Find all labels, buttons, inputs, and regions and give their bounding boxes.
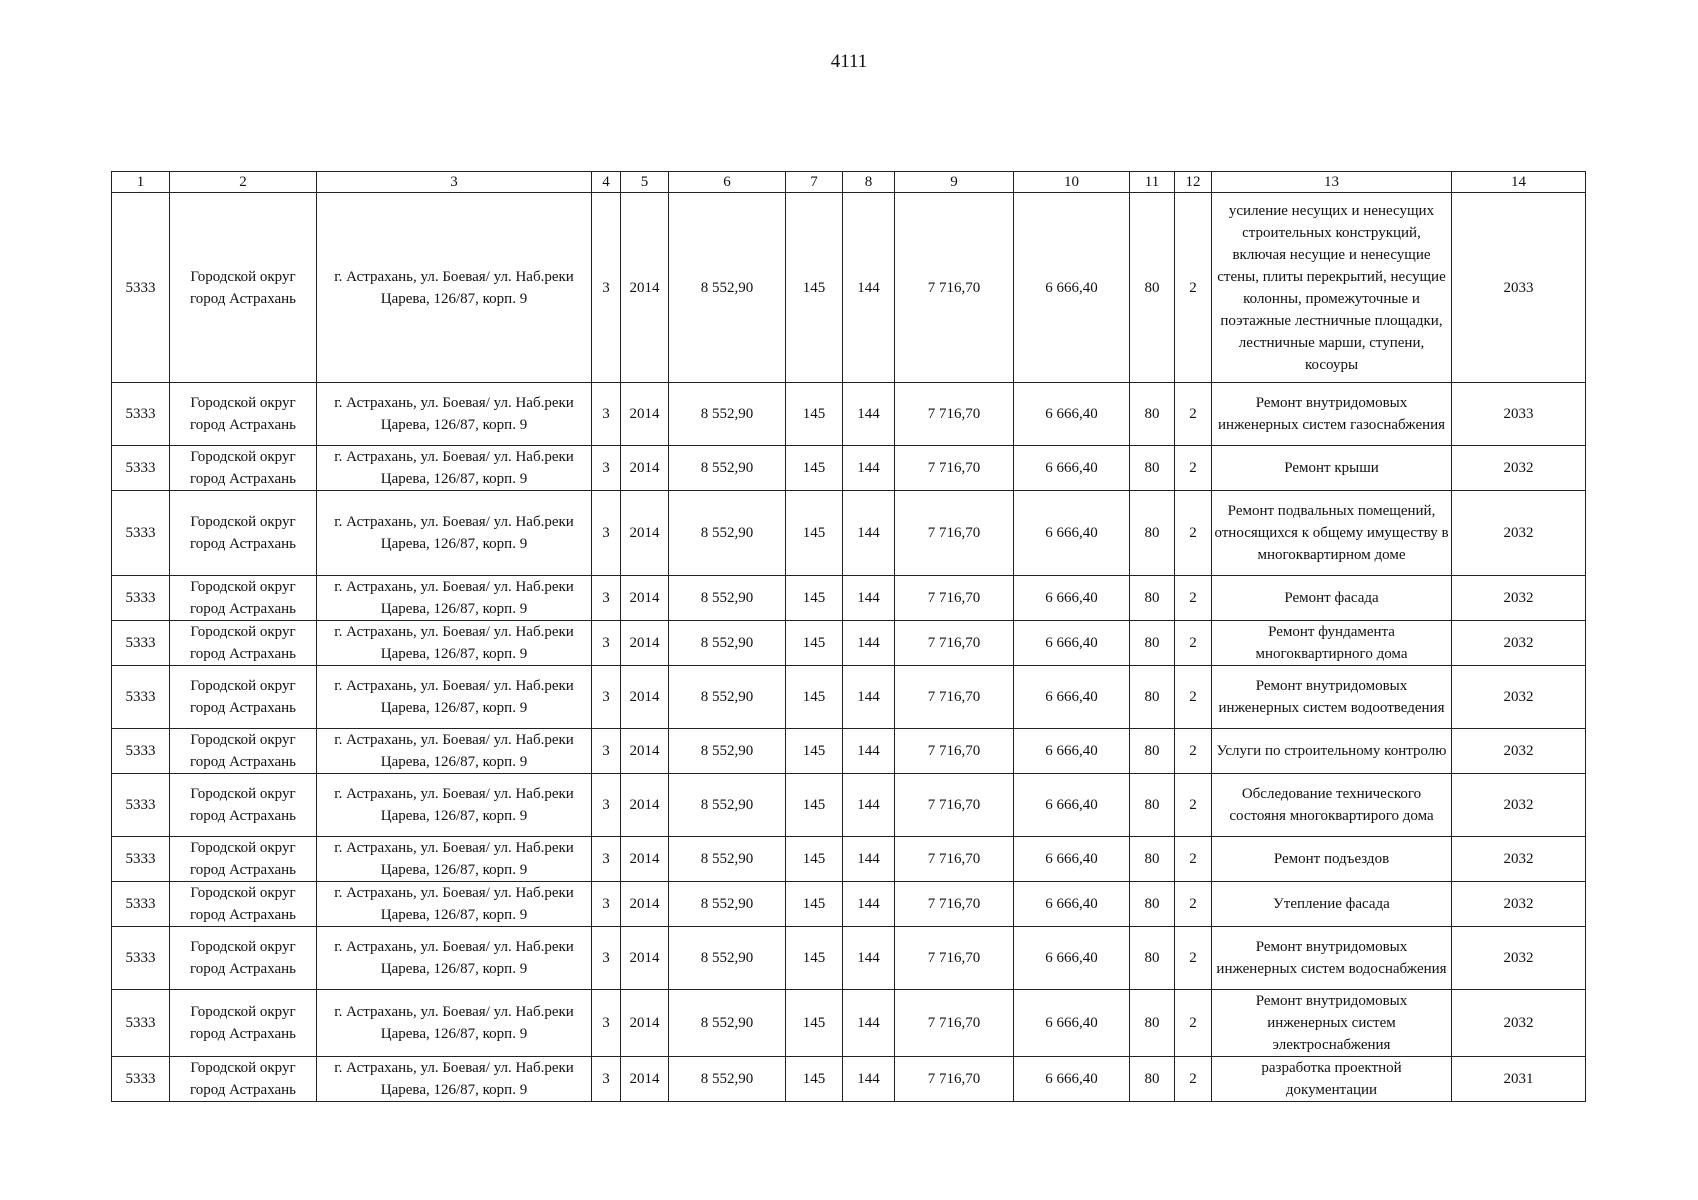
table-cell: 5333 [112, 383, 170, 446]
table-cell: 2 [1175, 882, 1212, 927]
table-cell: усиление несущих и ненесущих строительных конструкций, включая несущие и ненесущие стены, плиты перекрытий, несущие колонны, промежуточные и поэтажные лестничные площадки, лестничные марши, ступени, косоуры [1212, 193, 1452, 383]
table-cell: Городской округ город Астрахань [170, 990, 317, 1057]
table-cell: 80 [1130, 1057, 1175, 1102]
table-cell: 2032 [1452, 882, 1586, 927]
column-header: 5 [621, 172, 669, 193]
table-cell: 5333 [112, 774, 170, 837]
table-cell: 2032 [1452, 927, 1586, 990]
table-cell: 2 [1175, 774, 1212, 837]
table-cell: Услуги по строительному контролю [1212, 729, 1452, 774]
table-cell: 3 [592, 621, 621, 666]
table-cell: Городской округ город Астрахань [170, 576, 317, 621]
table-cell: 8 552,90 [669, 990, 786, 1057]
table-cell: г. Астрахань, ул. Боевая/ ул. Наб.реки Царева, 126/87, корп. 9 [317, 927, 592, 990]
table-cell: Обследование технического состояня многоквартирого дома [1212, 774, 1452, 837]
table-cell: 2014 [621, 576, 669, 621]
table-cell: 2014 [621, 383, 669, 446]
table-cell: 80 [1130, 774, 1175, 837]
table-cell: 80 [1130, 837, 1175, 882]
table-cell: 145 [786, 621, 843, 666]
table-cell: 145 [786, 774, 843, 837]
table-cell: г. Астрахань, ул. Боевая/ ул. Наб.реки Царева, 126/87, корп. 9 [317, 621, 592, 666]
column-header: 9 [895, 172, 1014, 193]
table-cell: 8 552,90 [669, 383, 786, 446]
table-cell: 145 [786, 837, 843, 882]
table-cell: 7 716,70 [895, 383, 1014, 446]
table-cell: Городской округ город Астрахань [170, 383, 317, 446]
table-cell: 2014 [621, 666, 669, 729]
table-row [112, 383, 1586, 446]
table-cell: 144 [843, 193, 895, 383]
table-cell: 8 552,90 [669, 774, 786, 837]
table-cell: 6 666,40 [1014, 446, 1130, 491]
table-cell: 2 [1175, 837, 1212, 882]
table-cell: Городской округ город Астрахань [170, 666, 317, 729]
table-cell: 2 [1175, 729, 1212, 774]
table-cell: Ремонт фундамента многоквартирного дома [1212, 621, 1452, 666]
table-cell: 3 [592, 882, 621, 927]
table-row [112, 729, 1586, 774]
table-cell: 3 [592, 1057, 621, 1102]
table-cell: 5333 [112, 837, 170, 882]
table-cell: 144 [843, 882, 895, 927]
table-cell: 2 [1175, 576, 1212, 621]
column-header: 14 [1452, 172, 1586, 193]
table-cell: Утепление фасада [1212, 882, 1452, 927]
table-cell: 2014 [621, 729, 669, 774]
table-row [112, 927, 1586, 990]
table-cell: 144 [843, 990, 895, 1057]
table-cell: 80 [1130, 193, 1175, 383]
table-cell: 144 [843, 774, 895, 837]
table-cell: 6 666,40 [1014, 576, 1130, 621]
table-cell: 80 [1130, 927, 1175, 990]
table-cell: 80 [1130, 882, 1175, 927]
table-cell: 6 666,40 [1014, 774, 1130, 837]
table-cell: г. Астрахань, ул. Боевая/ ул. Наб.реки Царева, 126/87, корп. 9 [317, 1057, 592, 1102]
column-header: 7 [786, 172, 843, 193]
table-cell: 3 [592, 446, 621, 491]
table-cell: 2031 [1452, 1057, 1586, 1102]
table-cell: 80 [1130, 621, 1175, 666]
table-row [112, 446, 1586, 491]
table-cell: 2032 [1452, 576, 1586, 621]
table-body [112, 193, 1586, 1102]
table-cell: Городской округ город Астрахань [170, 446, 317, 491]
table-cell: 8 552,90 [669, 837, 786, 882]
table-row [112, 491, 1586, 576]
table-cell: 80 [1130, 666, 1175, 729]
table-cell: г. Астрахань, ул. Боевая/ ул. Наб.реки Царева, 126/87, корп. 9 [317, 383, 592, 446]
table-cell: 144 [843, 446, 895, 491]
table-cell: 8 552,90 [669, 882, 786, 927]
table-cell: 7 716,70 [895, 774, 1014, 837]
table-row [112, 576, 1586, 621]
table-cell: 80 [1130, 491, 1175, 576]
table-cell: Городской округ город Астрахань [170, 927, 317, 990]
table-cell: 5333 [112, 990, 170, 1057]
table-cell: 144 [843, 927, 895, 990]
table-cell: 145 [786, 666, 843, 729]
table-cell: 2032 [1452, 774, 1586, 837]
table-cell: 2014 [621, 927, 669, 990]
table-cell: 3 [592, 927, 621, 990]
table-cell: 2014 [621, 193, 669, 383]
table-cell: 5333 [112, 1057, 170, 1102]
table-cell: 8 552,90 [669, 621, 786, 666]
table-cell: Городской округ город Астрахань [170, 193, 317, 383]
table-cell: 8 552,90 [669, 193, 786, 383]
column-header: 10 [1014, 172, 1130, 193]
table-cell: 5333 [112, 576, 170, 621]
table-cell: 7 716,70 [895, 882, 1014, 927]
table-cell: 3 [592, 837, 621, 882]
table-cell: 6 666,40 [1014, 666, 1130, 729]
table-cell: 2032 [1452, 446, 1586, 491]
table-cell: 5333 [112, 927, 170, 990]
table-cell: Городской округ город Астрахань [170, 621, 317, 666]
table-cell: Городской округ город Астрахань [170, 729, 317, 774]
table-cell: 5333 [112, 193, 170, 383]
table-cell: Ремонт подвальных помещений, относящихся к общему имуществу в многоквартирном доме [1212, 491, 1452, 576]
column-header: 1 [112, 172, 170, 193]
table-cell: Ремонт внутридомовых инженерных систем водоотведения [1212, 666, 1452, 729]
column-header: 4 [592, 172, 621, 193]
table-cell: 145 [786, 990, 843, 1057]
table-cell: разработка проектной документации [1212, 1057, 1452, 1102]
table-row [112, 666, 1586, 729]
table-cell: 6 666,40 [1014, 1057, 1130, 1102]
table-cell: 3 [592, 491, 621, 576]
table-row [112, 774, 1586, 837]
table-cell: 2014 [621, 1057, 669, 1102]
table-cell: 145 [786, 927, 843, 990]
table-cell: 7 716,70 [895, 193, 1014, 383]
table-cell: 3 [592, 729, 621, 774]
table-cell: 3 [592, 666, 621, 729]
table-cell: Ремонт крыши [1212, 446, 1452, 491]
table-cell: 6 666,40 [1014, 621, 1130, 666]
table-cell: 2014 [621, 990, 669, 1057]
table-cell: 2032 [1452, 491, 1586, 576]
table-row [112, 621, 1586, 666]
table-cell: 7 716,70 [895, 576, 1014, 621]
table-cell: 7 716,70 [895, 837, 1014, 882]
repair-schedule-table [111, 171, 1586, 1102]
table-cell: 7 716,70 [895, 927, 1014, 990]
table-cell: 3 [592, 774, 621, 837]
table-cell: 80 [1130, 383, 1175, 446]
table-header [112, 172, 1586, 193]
table-cell: 6 666,40 [1014, 383, 1130, 446]
table-cell: 2014 [621, 837, 669, 882]
table-cell: 7 716,70 [895, 990, 1014, 1057]
table-cell: 145 [786, 729, 843, 774]
table-cell: г. Астрахань, ул. Боевая/ ул. Наб.реки Царева, 126/87, корп. 9 [317, 990, 592, 1057]
table-cell: 144 [843, 837, 895, 882]
table-cell: 5333 [112, 491, 170, 576]
table-cell: 2 [1175, 666, 1212, 729]
table-cell: Ремонт внутридомовых инженерных систем электроснабжения [1212, 990, 1452, 1057]
table-cell: 2032 [1452, 621, 1586, 666]
page-number: 4111 [830, 51, 868, 72]
table-cell: г. Астрахань, ул. Боевая/ ул. Наб.реки Царева, 126/87, корп. 9 [317, 446, 592, 491]
table-cell: г. Астрахань, ул. Боевая/ ул. Наб.реки Царева, 126/87, корп. 9 [317, 837, 592, 882]
table-cell: 7 716,70 [895, 446, 1014, 491]
table-cell: 145 [786, 446, 843, 491]
table-cell: 144 [843, 1057, 895, 1102]
table-cell: 144 [843, 666, 895, 729]
table-cell: 8 552,90 [669, 666, 786, 729]
table-cell: Городской округ город Астрахань [170, 837, 317, 882]
table-cell: 145 [786, 193, 843, 383]
table-cell: 2 [1175, 383, 1212, 446]
table-cell: 7 716,70 [895, 1057, 1014, 1102]
table-cell: 6 666,40 [1014, 193, 1130, 383]
column-header: 13 [1212, 172, 1452, 193]
table-row [112, 837, 1586, 882]
table-cell: 2 [1175, 1057, 1212, 1102]
table-cell: 6 666,40 [1014, 990, 1130, 1057]
table-cell: 5333 [112, 446, 170, 491]
table-cell: 3 [592, 576, 621, 621]
table-cell: 2 [1175, 990, 1212, 1057]
column-header: 2 [170, 172, 317, 193]
column-number-row [112, 172, 1586, 193]
table-cell: 144 [843, 576, 895, 621]
table-cell: Городской округ город Астрахань [170, 1057, 317, 1102]
table-cell: 7 716,70 [895, 666, 1014, 729]
table-cell: 6 666,40 [1014, 729, 1130, 774]
table-cell: 144 [843, 729, 895, 774]
table-cell: 6 666,40 [1014, 837, 1130, 882]
table-cell: 3 [592, 990, 621, 1057]
table-cell: 3 [592, 383, 621, 446]
table-cell: 80 [1130, 729, 1175, 774]
table-cell: 8 552,90 [669, 927, 786, 990]
table-cell: 8 552,90 [669, 491, 786, 576]
table-cell: г. Астрахань, ул. Боевая/ ул. Наб.реки Царева, 126/87, корп. 9 [317, 666, 592, 729]
table-cell: Ремонт внутридомовых инженерных систем водоснабжения [1212, 927, 1452, 990]
table-cell: 2032 [1452, 990, 1586, 1057]
table-cell: 2032 [1452, 666, 1586, 729]
table-cell: 6 666,40 [1014, 491, 1130, 576]
table-cell: 6 666,40 [1014, 882, 1130, 927]
table-row [112, 882, 1586, 927]
table-cell: 7 716,70 [895, 621, 1014, 666]
table-cell: 3 [592, 193, 621, 383]
table-cell: 145 [786, 491, 843, 576]
table-cell: 8 552,90 [669, 446, 786, 491]
table-row [112, 990, 1586, 1057]
table-cell: 2 [1175, 446, 1212, 491]
table-cell: 8 552,90 [669, 1057, 786, 1102]
table-cell: 145 [786, 383, 843, 446]
table-cell: г. Астрахань, ул. Боевая/ ул. Наб.реки Царева, 126/87, корп. 9 [317, 193, 592, 383]
table-cell: 80 [1130, 576, 1175, 621]
table-row [112, 193, 1586, 383]
table-cell: 8 552,90 [669, 729, 786, 774]
table-cell: 2 [1175, 927, 1212, 990]
table-cell: 144 [843, 383, 895, 446]
table-row [112, 1057, 1586, 1102]
table-cell: 2033 [1452, 193, 1586, 383]
table-cell: 2014 [621, 621, 669, 666]
table-cell: Ремонт внутридомовых инженерных систем газоснабжения [1212, 383, 1452, 446]
table-cell: г. Астрахань, ул. Боевая/ ул. Наб.реки Царева, 126/87, корп. 9 [317, 491, 592, 576]
column-header: 3 [317, 172, 592, 193]
table-cell: 2032 [1452, 837, 1586, 882]
table-cell: г. Астрахань, ул. Боевая/ ул. Наб.реки Царева, 126/87, корп. 9 [317, 774, 592, 837]
table-cell: г. Астрахань, ул. Боевая/ ул. Наб.реки Царева, 126/87, корп. 9 [317, 576, 592, 621]
table-cell: г. Астрахань, ул. Боевая/ ул. Наб.реки Царева, 126/87, корп. 9 [317, 729, 592, 774]
table-cell: 145 [786, 1057, 843, 1102]
table-cell: 80 [1130, 446, 1175, 491]
table-cell: 144 [843, 621, 895, 666]
column-header: 12 [1175, 172, 1212, 193]
table-cell: 80 [1130, 990, 1175, 1057]
table-cell: 2 [1175, 491, 1212, 576]
column-header: 8 [843, 172, 895, 193]
column-header: 6 [669, 172, 786, 193]
table-cell: Городской округ город Астрахань [170, 774, 317, 837]
table-cell: 6 666,40 [1014, 927, 1130, 990]
table-cell: Городской округ город Астрахань [170, 491, 317, 576]
table-cell: 7 716,70 [895, 491, 1014, 576]
table-cell: 2 [1175, 621, 1212, 666]
table-cell: 145 [786, 576, 843, 621]
table-cell: 2014 [621, 774, 669, 837]
table-cell: 2014 [621, 882, 669, 927]
table-cell: 2014 [621, 491, 669, 576]
table-cell: 145 [786, 882, 843, 927]
table-cell: 2033 [1452, 383, 1586, 446]
table-cell: 5333 [112, 729, 170, 774]
table-cell: Городской округ город Астрахань [170, 882, 317, 927]
table-cell: 5333 [112, 621, 170, 666]
table-cell: 2014 [621, 446, 669, 491]
table-cell: 2032 [1452, 729, 1586, 774]
table-cell: 2 [1175, 193, 1212, 383]
table-cell: 7 716,70 [895, 729, 1014, 774]
table-cell: Ремонт подъездов [1212, 837, 1452, 882]
table-cell: 8 552,90 [669, 576, 786, 621]
column-header: 11 [1130, 172, 1175, 193]
table-cell: Ремонт фасада [1212, 576, 1452, 621]
table-cell: 5333 [112, 666, 170, 729]
table-cell: 144 [843, 491, 895, 576]
table-cell: 5333 [112, 882, 170, 927]
table-cell: г. Астрахань, ул. Боевая/ ул. Наб.реки Царева, 126/87, корп. 9 [317, 882, 592, 927]
